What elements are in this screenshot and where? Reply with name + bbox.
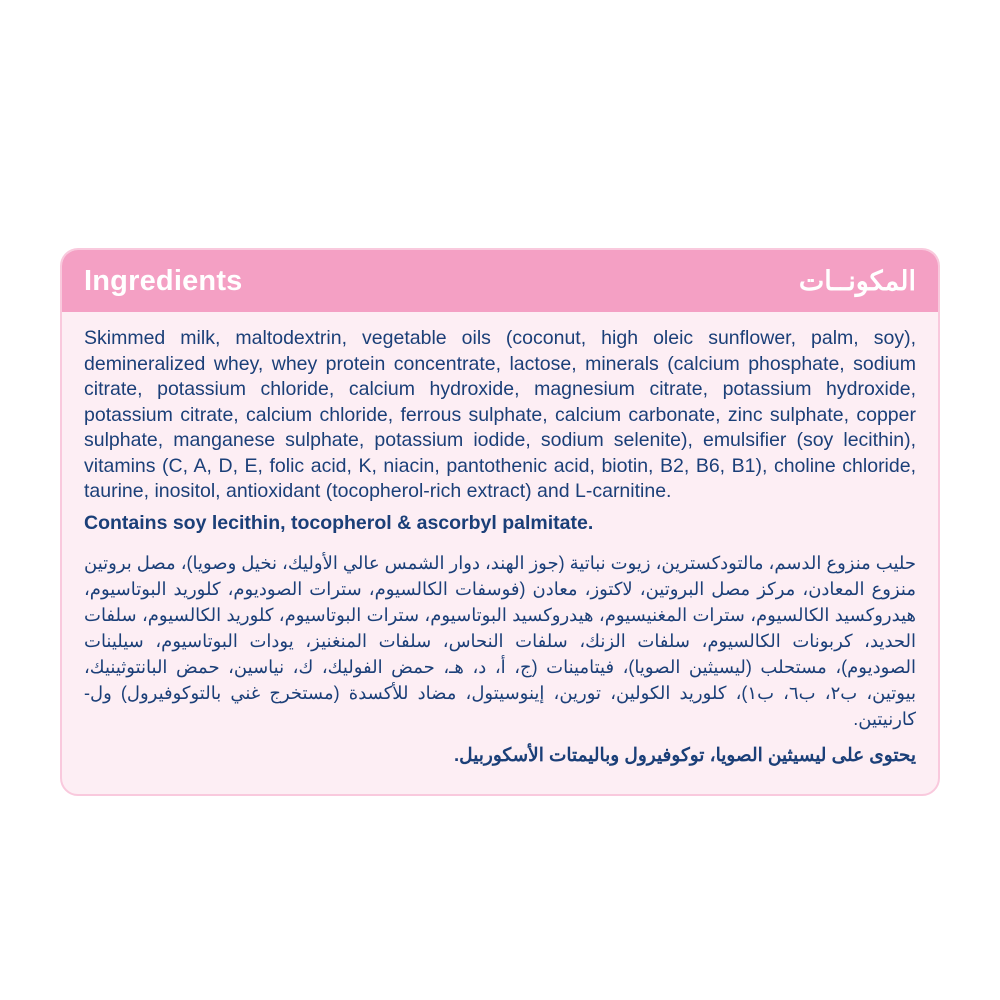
ingredients-panel (60, 248, 940, 796)
panel-title-arabic: المكونــات (798, 265, 916, 296)
panel-title-english: Ingredients (84, 264, 243, 297)
ingredients-panel-header (62, 250, 938, 312)
ingredients-text-arabic: حليب منزوع الدسم، مالتودكسترين، زيوت نباتية (جوز الهند، دوار الشمس عالي الأوليك، نخيل وصويا)، مصل بروتين منزوع المعادن، مركز مصل البروتين، لاكتوز، معادن (فوسفات الكالسيوم، سترات الصوديوم، كلوريد البوتاسيوم، هيدروكسيد الكالسيوم، سترات المغنيسيوم، هيدروكسيد البوتاسيوم، سترات البوتاسيوم، كلوريد الكالسيوم، سلفات الحديد، كربونات الكالسيوم، سلفات الزنك، سلفات النحاس، سلفات المنغنيز، يودات البوتاسيوم، سيلينات الصوديوم)، مستحلب (ليسيثين الصويا)، فيتامينات (ج، أ، د، هـ، حمض الفوليك، ك، نياسين، حمض البانتوثينيك، بيوتين، ب٢، ب٦، ب١)، كلوريد الكولين، تورين، إينوسيتول، مضاد للأكسدة (مستخرج غني بالتوكوفيرول) ول- كارنيتين. (84, 553, 917, 729)
ingredients-panel-body (62, 312, 938, 794)
allergen-note-arabic: يحتوى على ليسيثين الصويا، توكوفيرول وباليمتات الأسكوربيل. (454, 744, 916, 765)
allergen-note-english: Contains soy lecithin, tocopherol & ascorbyl palmitate. (84, 511, 594, 534)
ingredients-text-english: Skimmed milk, maltodextrin, vegetable oils (coconut, high oleic sunflower, palm, soy), demineralized whey, whey protein concentrate, lactose, minerals (calcium phosphate, sodium citrate, potassium chloride, calcium hydroxide, magnesium citrate, potassium hydroxide, potassium citrate, calcium chloride, ferrous sulphate, calcium carbonate, zinc sulphate, copper sulphate, manganese sulphate, potassium iodide, sodium selenite), emulsifier (soy lecithin), vitamins (C, A, D, E, folic acid, K, niacin, pantothenic acid, biotin, B2, B6, B1), choline chloride, taurine, inositol, antioxidant (tocopherol-rich extract) and L-carnitine. (84, 327, 916, 502)
